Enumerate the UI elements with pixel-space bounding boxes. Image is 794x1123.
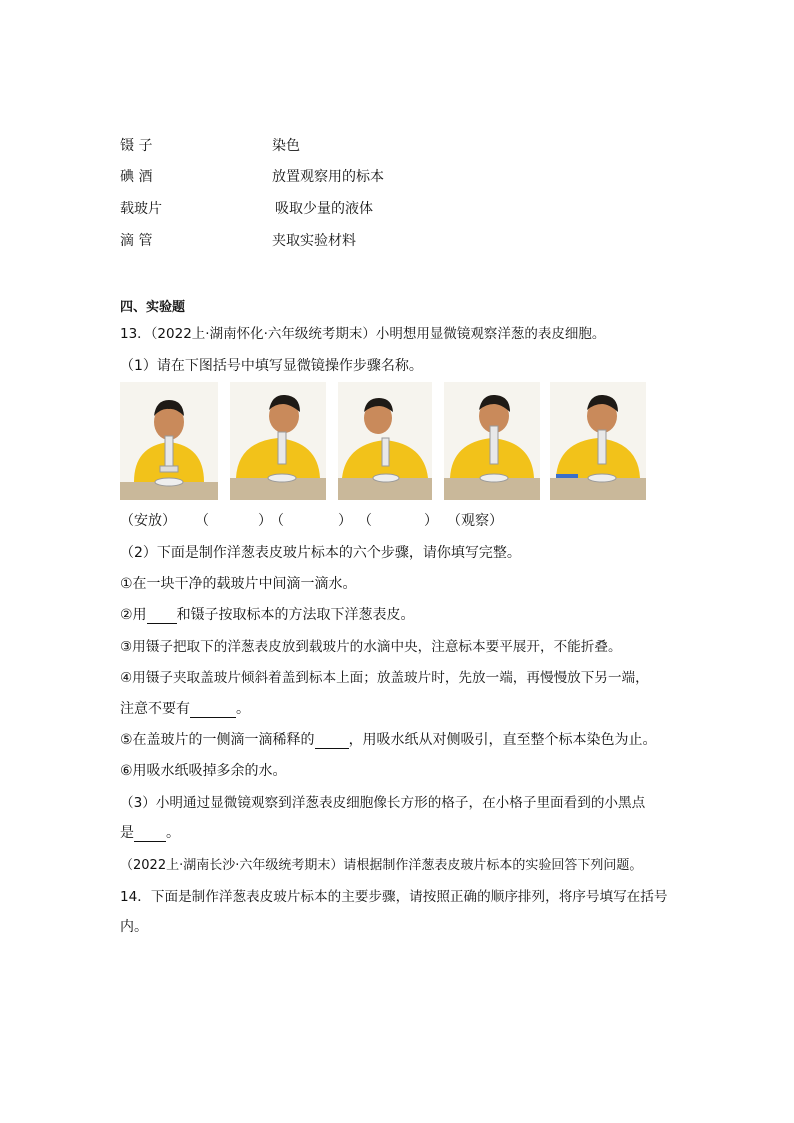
q13-step5	[120, 729, 657, 749]
match-right-1: 染色	[272, 138, 300, 154]
match-left-1: 镊 子	[120, 138, 153, 154]
microscope-photo-3	[338, 382, 432, 500]
answer-blank-tool[interactable]	[147, 607, 177, 624]
answer-blank-nucleus[interactable]	[134, 825, 166, 842]
q13-step2	[120, 604, 415, 624]
q13-step6: ⑥用吸水纸吸掉多余的水。	[120, 763, 287, 779]
q14-source: （2022上·湖南长沙·六年级统考期末）请根据制作洋葱表皮玻片标本的实验回答下列问题。	[120, 858, 643, 873]
q13-part3-line1: （3）小明通过显微镜观察到洋葱表皮细胞像长方形的格子，在小格子里面看到的小黑点	[120, 795, 646, 811]
answer-blank-bubbles[interactable]	[190, 701, 236, 718]
q13-step4-prefix: 注意不要有	[120, 701, 190, 717]
match-left-3: 载玻片	[120, 201, 162, 217]
q13-step5-prefix: ⑤在盖玻片的一侧滴一滴稀释的	[120, 732, 315, 748]
q13-step1: ①在一块干净的载玻片中间滴一滴水。	[120, 576, 357, 592]
section-title: 四、实验题	[120, 300, 186, 315]
photo-label-4-close: ）	[424, 513, 438, 529]
q13-step4-line1: ④用镊子夹取盖玻片倾斜着盖到标本上面；放盖玻片时，先放一端，再慢慢放下另一端，	[120, 670, 649, 686]
q13-part3-line2	[120, 822, 180, 842]
q13-part1: （1）请在下图括号中填写显微镜操作步骤名称。	[120, 358, 423, 374]
photo-label-4-open: （	[358, 513, 372, 529]
microscope-photo-5	[550, 382, 646, 500]
q13-part3-prefix: 是	[120, 825, 134, 841]
q13-step4-line2	[120, 698, 250, 718]
answer-blank-stain[interactable]	[315, 732, 349, 749]
match-left-2: 碘 酒	[120, 169, 153, 185]
photo-label-1: （安放）	[120, 513, 176, 529]
q13-step2-suffix: 和镊子按取标本的方法取下洋葱表皮。	[176, 607, 415, 623]
match-right-2: 放置观察用的标本	[272, 169, 384, 185]
q13-stem: 13．（2022上·湖南怀化·六年级统考期末）小明想用显微镜观察洋葱的表皮细胞。	[120, 326, 606, 342]
microscope-photo-2	[230, 382, 326, 500]
q13-step2-prefix: ②用	[120, 607, 147, 623]
q14-line1: 14．下面是制作洋葱表皮玻片标本的主要步骤，请按照正确的顺序排列，将序号填写在括号	[120, 889, 668, 905]
q13-part2: （2）下面是制作洋葱表皮玻片标本的六个步骤，请你填写完整。	[120, 545, 521, 561]
q13-part3-suffix: 。	[166, 825, 180, 841]
q14-line2: 内。	[120, 919, 148, 935]
q13-step5-suffix: ，用吸水纸从对侧吸引，直至整个标本染色为止。	[348, 732, 657, 748]
match-right-3: 吸取少量的液体	[275, 201, 373, 217]
q13-step4-suffix: 。	[236, 701, 250, 717]
photo-label-3-close: ）	[338, 513, 352, 529]
microscope-photo-4	[444, 382, 540, 500]
photo-label-2-open: （	[195, 513, 209, 529]
match-left-4: 滴 管	[120, 233, 153, 249]
photo-label-5: （观察）	[447, 513, 503, 529]
q13-step3: ③用镊子把取下的洋葱表皮放到载玻片的水滴中央，注意标本要平展开，不能折叠。	[120, 639, 622, 655]
photo-label-2-close: ）	[258, 513, 272, 529]
photo-label-3-open: （	[270, 513, 284, 529]
microscope-photo-1	[120, 382, 218, 500]
match-right-4: 夹取实验材料	[272, 233, 356, 249]
